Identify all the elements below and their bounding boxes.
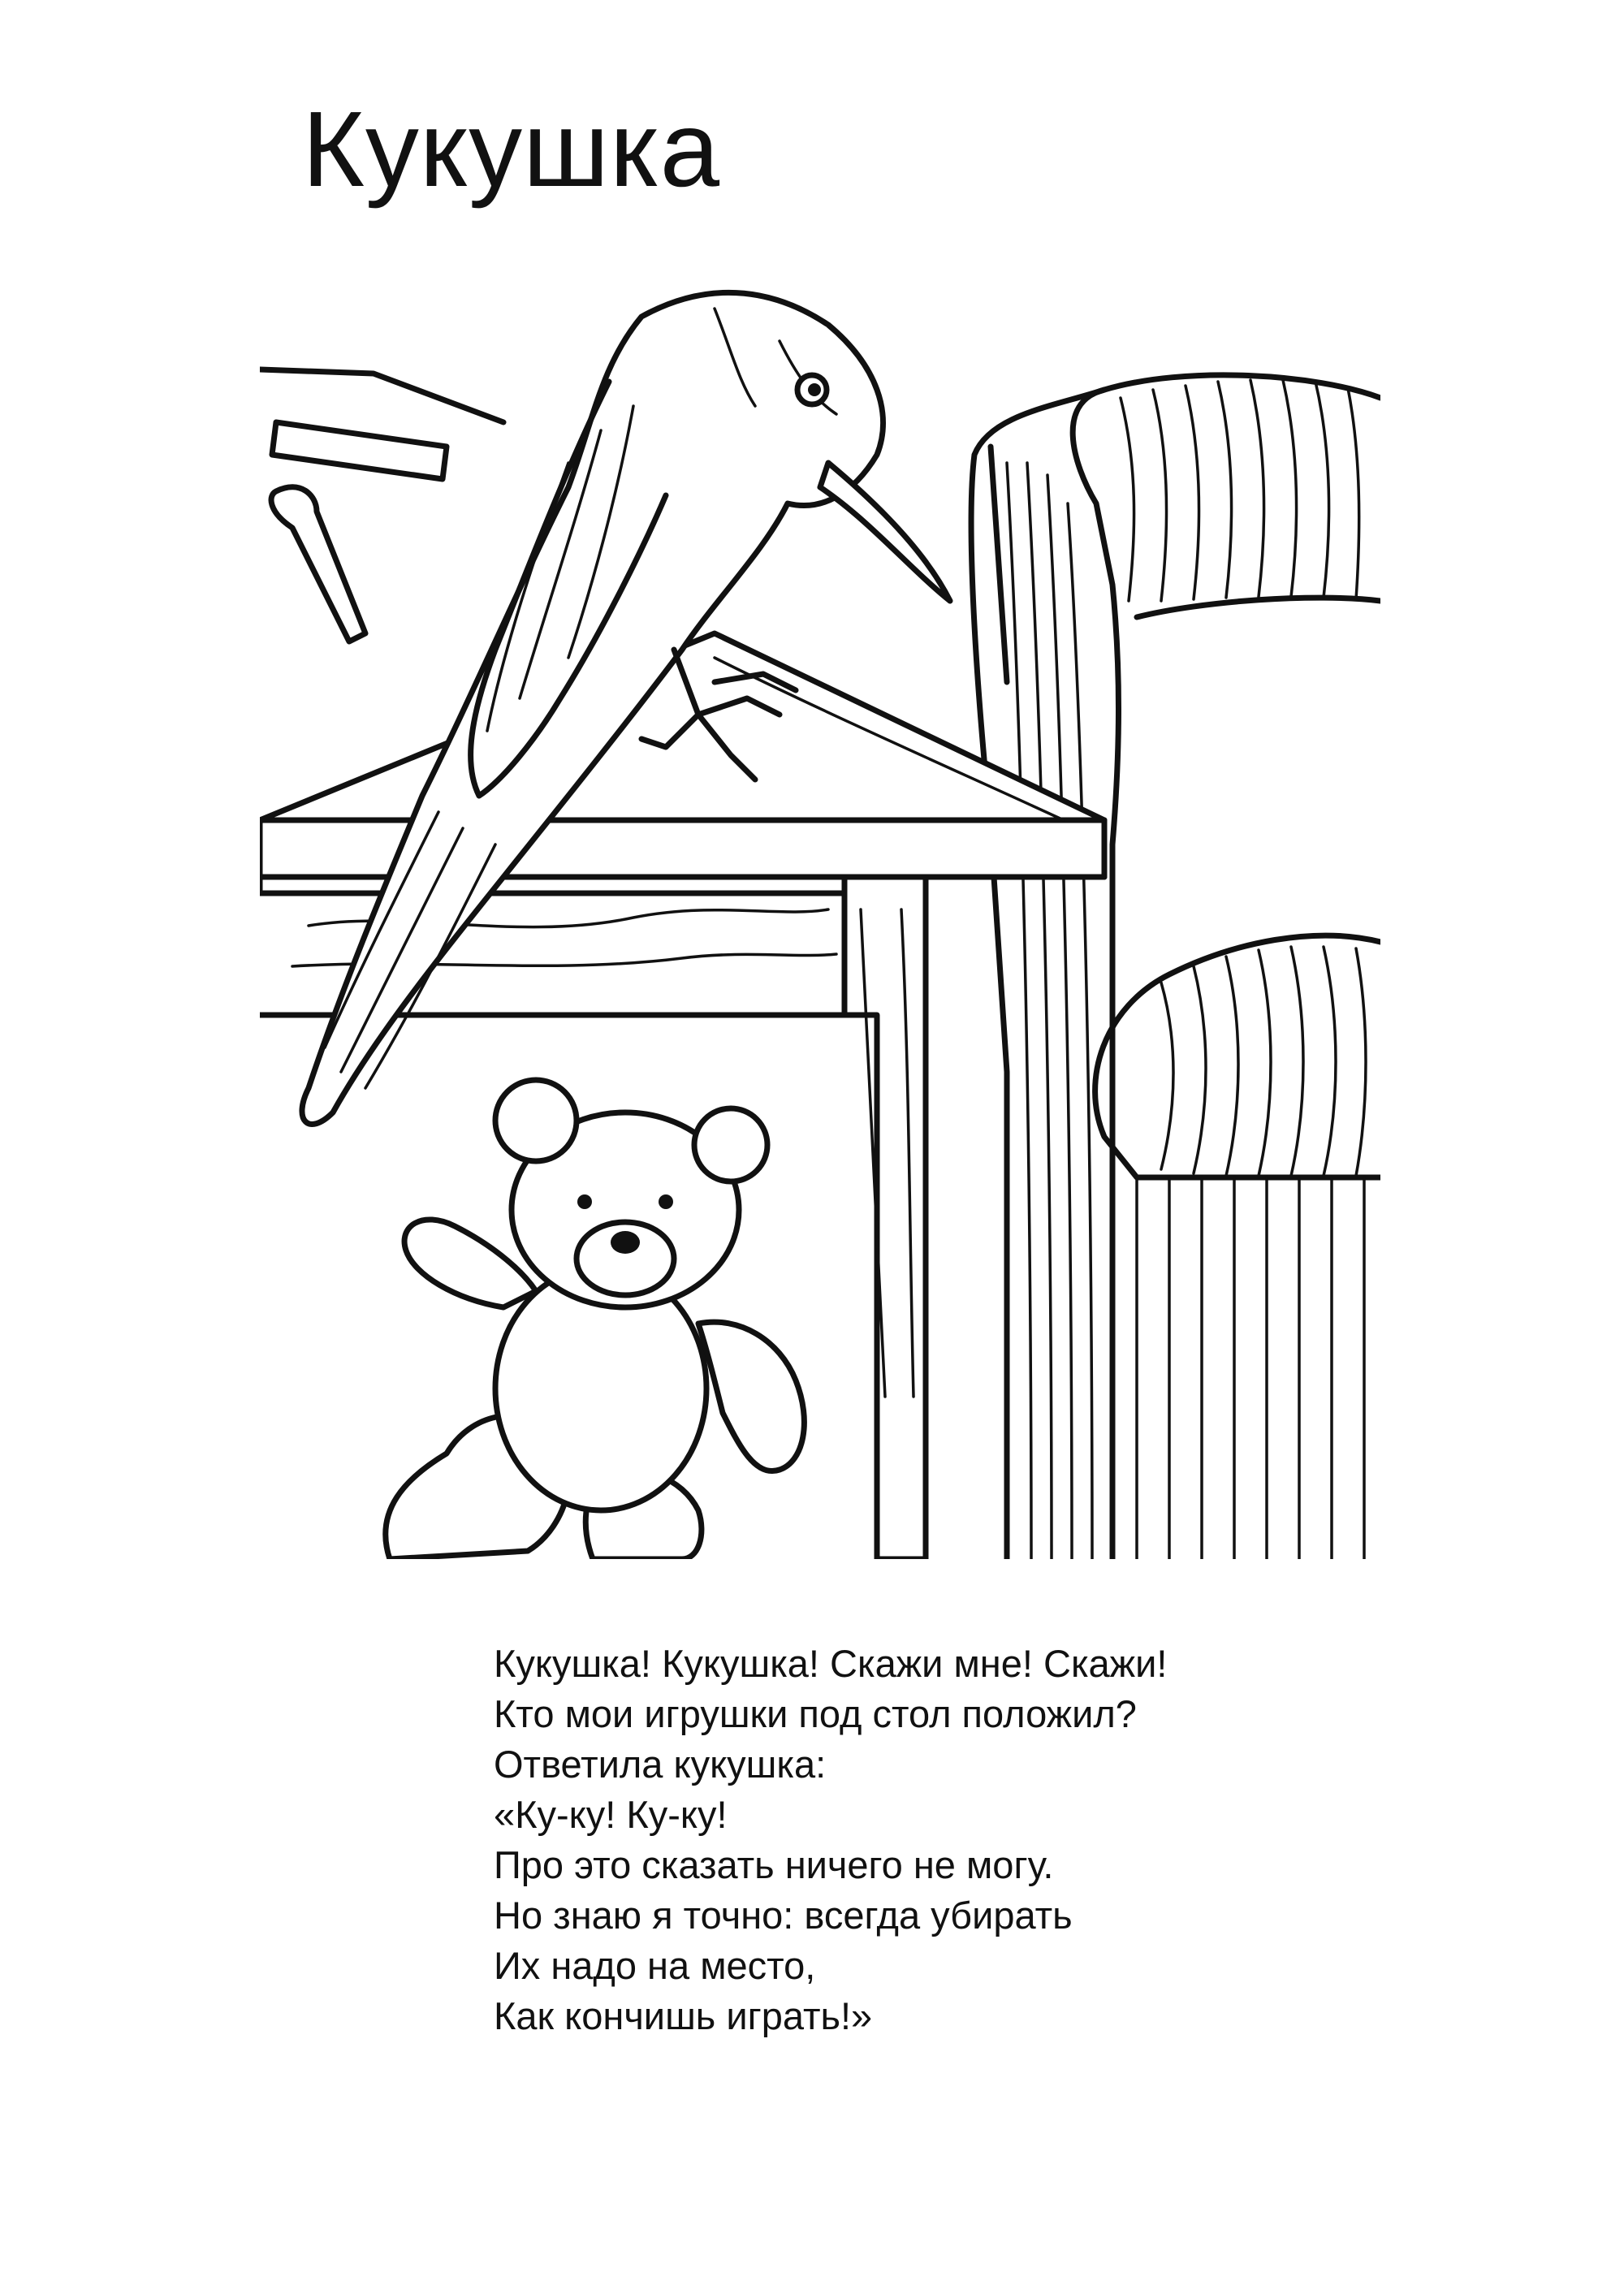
poem-line: Кто мои игрушки под стол положил? bbox=[494, 1692, 1137, 1735]
poem-line: Ответила кукушка: bbox=[494, 1743, 827, 1786]
poem-line: Про это сказать ничего не могу. bbox=[494, 1843, 1054, 1886]
coloring-illustration bbox=[260, 260, 1380, 1559]
poem-line: Но знаю я точно: всегда убирать bbox=[494, 1894, 1073, 1937]
pencils bbox=[260, 369, 503, 641]
poem-line: Их надо на место, bbox=[494, 1944, 816, 1987]
armchair bbox=[971, 375, 1380, 1559]
teddy-bear bbox=[386, 1080, 805, 1559]
poem-line: Кукушка! Кукушка! Скажи мне! Скажи! bbox=[494, 1642, 1168, 1685]
illustration-svg bbox=[260, 260, 1380, 1559]
poem-line: Как кончишь играть!» bbox=[494, 1994, 873, 2037]
poem-line: «Ку-ку! Ку-ку! bbox=[494, 1793, 728, 1836]
poem bbox=[494, 1639, 1468, 2041]
page-title: Кукушка bbox=[302, 89, 721, 209]
